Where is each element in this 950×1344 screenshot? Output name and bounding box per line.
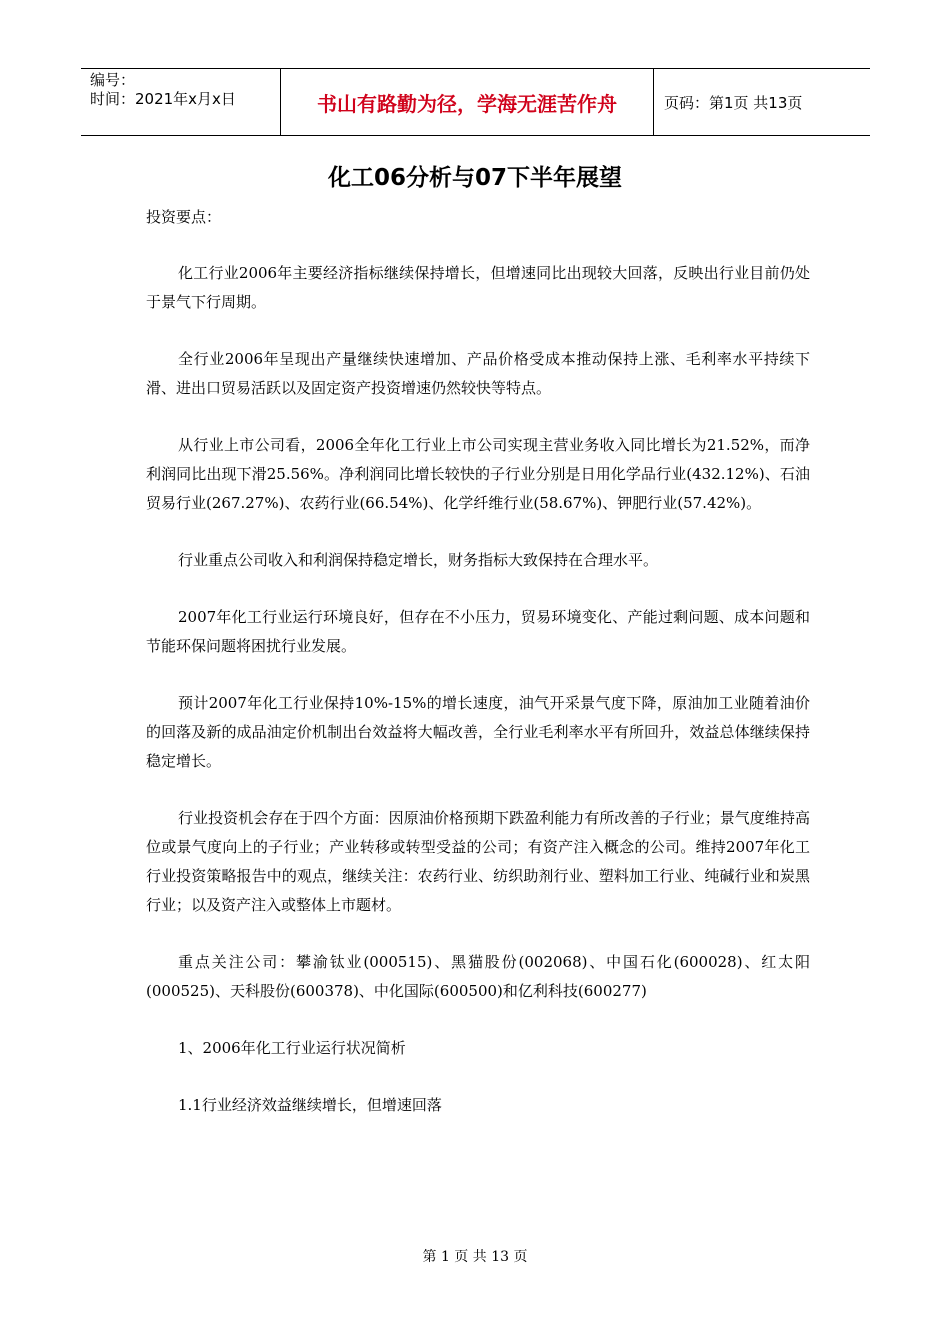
page-info: 页码：第1页 共13页 <box>664 93 803 112</box>
paragraph: 行业投资机会存在于四个方面：因原油价格预期下跌盈利能力有所改善的子行业；景气度维持高位或景气度向上的子行业；产业转移或转型受益的公司；有资产注入概念的公司。维持2007年化工行业投资策略报告中的观点，继续关注：农药行业、纺织助剂行业、塑料加工行业、纯碱行业和炭黑行业；以及资产注入或整体上市题材。 <box>146 809 810 914</box>
paragraph: 全行业2006年呈现出产量继续快速增加、产品价格受成本推动保持上涨、毛利率水平持续下滑、进出口贸易活跃以及固定资产投资增速仍然较快等特点。 <box>146 350 810 397</box>
paragraph: 从行业上市公司看，2006全年化工行业上市公司实现主营业务收入同比增长为21.52%，而净利润同比出现下滑25.56%。净利润同比增长较快的子行业分别是日用化学品行业(432.12%)、石油贸易行业(267.27%)、农药行业(66.54%)、化学纤维行业(58.67%)、钾肥行业(57.42%)。 <box>146 436 810 512</box>
intro-heading: 投资要点： <box>146 208 222 226</box>
number-label: 编号： <box>90 71 136 89</box>
time-label: 时间：2021年x月x日 <box>90 90 236 108</box>
paragraph: 2007年化工行业运行环境良好，但存在不小压力，贸易环境变化、产能过剩问题、成本问题和节能环保问题将困扰行业发展。 <box>146 608 810 655</box>
subsection-heading: 1.1行业经济效益继续增长，但增速回落 <box>178 1096 442 1114</box>
paragraph: 行业重点公司收入和利润保持稳定增长，财务指标大致保持在合理水平。 <box>178 551 659 569</box>
header-meta-cell <box>81 69 281 135</box>
motto-cell <box>281 69 654 135</box>
paragraph: 重点关注公司：攀渝钛业(000515)、黑猫股份(002068)、中国石化(600028)、红太阳(000525)、天科股份(600378)、中化国际(600500)和亿利科技(600277) <box>146 953 810 1000</box>
section-heading: 1、2006年化工行业运行状况简析 <box>178 1039 406 1057</box>
motto-text: 书山有路勤为径，学海无涯苦作舟 <box>317 91 617 116</box>
paragraph: 预计2007年化工行业保持10%-15%的增长速度，油气开采景气度下降，原油加工业随着油价的回落及新的成品油定价机制出台效益将大幅改善，全行业毛利率水平有所回升，效益总体继续保持稳定增长。 <box>146 694 810 770</box>
page-footer: 第 1 页 共 13 页 <box>422 1249 528 1265</box>
document-body <box>146 203 810 1148</box>
paragraph: 化工行业2006年主要经济指标继续保持增长，但增速同比出现较大回落，反映出行业目前仍处于景气下行周期。 <box>146 264 810 311</box>
page-info-cell <box>654 69 870 135</box>
header-table <box>81 68 870 136</box>
document-title: 化工06分析与07下半年展望 <box>327 165 622 191</box>
